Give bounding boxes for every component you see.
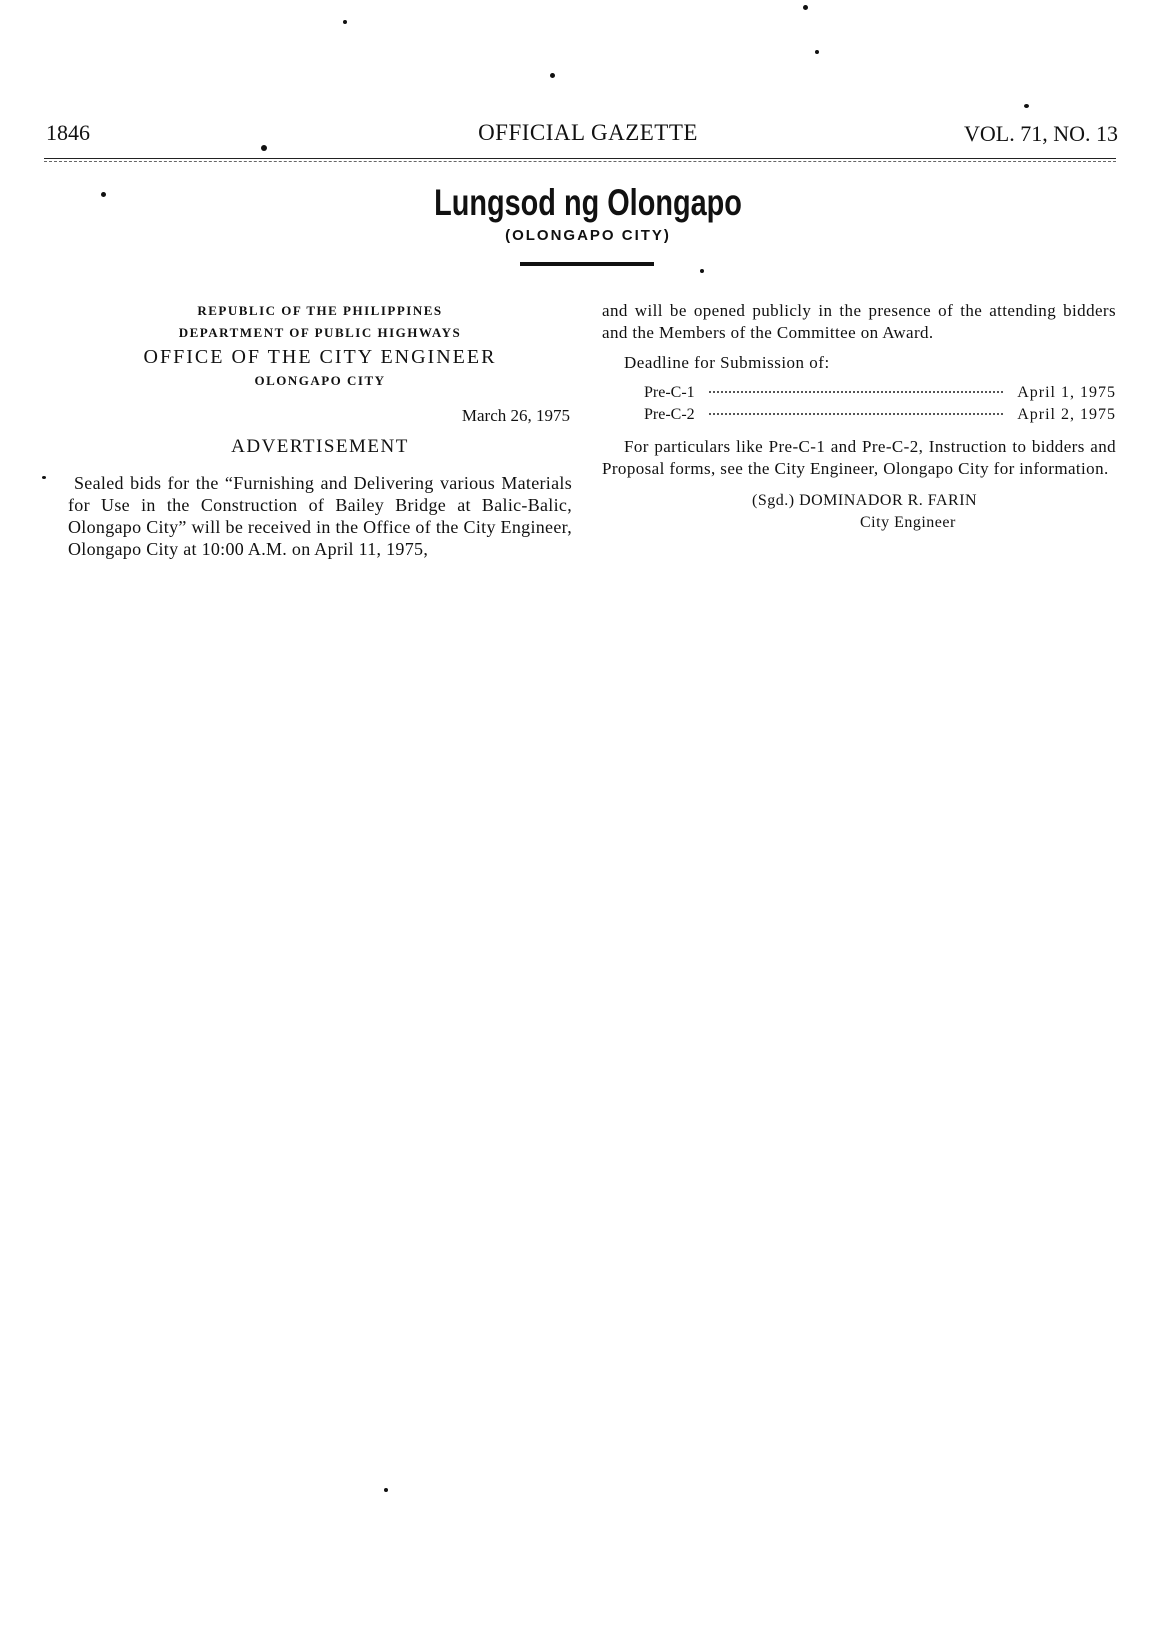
notice-body-continued: and will be opened publicly in the presence of the attending bidders and the Members of the Committee on Award. bbox=[602, 301, 1116, 342]
notice-heading: ADVERTISEMENT bbox=[231, 436, 409, 457]
deadline-code: Pre-C-2 bbox=[644, 406, 695, 423]
deadline-list bbox=[644, 382, 1116, 426]
deadline-code: Pre-C-1 bbox=[644, 384, 695, 401]
scan-speck bbox=[550, 73, 555, 78]
location-line: OLONGAPO CITY bbox=[254, 373, 386, 388]
deadline-date: April 1, 1975 bbox=[1017, 384, 1116, 401]
particulars-paragraph: For particulars like Pre-C-1 and Pre-C-2, Instruction to bidders and Proposal forms, see the City Engineer, Olongapo City for information. bbox=[602, 437, 1116, 478]
scan-speck bbox=[101, 192, 106, 197]
header-divider bbox=[44, 158, 1116, 159]
notice-body bbox=[68, 472, 572, 560]
signatory-name: DOMINADOR R. FARIN bbox=[799, 492, 978, 509]
notice-date: March 26, 1975 bbox=[461, 406, 570, 425]
signature-line bbox=[752, 490, 1116, 512]
office-line: OFFICE OF THE CITY ENGINEER bbox=[143, 346, 497, 368]
section-rule bbox=[520, 262, 654, 266]
notice-body-text: Sealed bids for the “Furnishing and Delivering various Materials for Use in the Construction of Bailey Bridge at Balic-Balic, Olongapo City” will be received in the Office of the City Engineer, Olongapo City at 10:00 A.M. on April 11, 1975, bbox=[68, 473, 572, 559]
section-subtitle: (OLONGAPO CITY) bbox=[505, 227, 671, 244]
publication-title: OFFICIAL GAZETTE bbox=[478, 120, 698, 145]
scan-speck bbox=[261, 145, 267, 151]
deadline-row bbox=[644, 382, 1116, 404]
deadline-heading: Deadline for Submission of: bbox=[624, 353, 830, 372]
scan-speck bbox=[384, 1488, 388, 1492]
scan-speck bbox=[1024, 104, 1029, 108]
notice-left-column bbox=[68, 300, 572, 560]
signatory-title: City Engineer bbox=[860, 514, 956, 531]
section-title: Lungsod ng Olongapo bbox=[434, 182, 742, 223]
scan-speck bbox=[42, 476, 46, 479]
deadline-row bbox=[644, 404, 1116, 426]
dot-leader bbox=[709, 413, 1004, 415]
scan-speck bbox=[803, 5, 808, 10]
dot-leader bbox=[709, 391, 1004, 393]
volume-number: VOL. 71, NO. 13 bbox=[964, 121, 1118, 146]
republic-line: REPUBLIC OF THE PHILIPPINES bbox=[197, 303, 443, 318]
notice-right-column bbox=[602, 300, 1116, 534]
department-line: DEPARTMENT OF PUBLIC HIGHWAYS bbox=[178, 325, 462, 340]
deadline-date: April 2, 1975 bbox=[1017, 406, 1116, 423]
scan-speck bbox=[700, 269, 704, 273]
signature-prefix: (Sgd.) bbox=[752, 492, 795, 509]
scan-speck bbox=[815, 50, 819, 54]
scan-speck bbox=[343, 20, 347, 24]
page-number: 1846 bbox=[46, 120, 90, 145]
header-divider-secondary bbox=[44, 161, 1116, 162]
